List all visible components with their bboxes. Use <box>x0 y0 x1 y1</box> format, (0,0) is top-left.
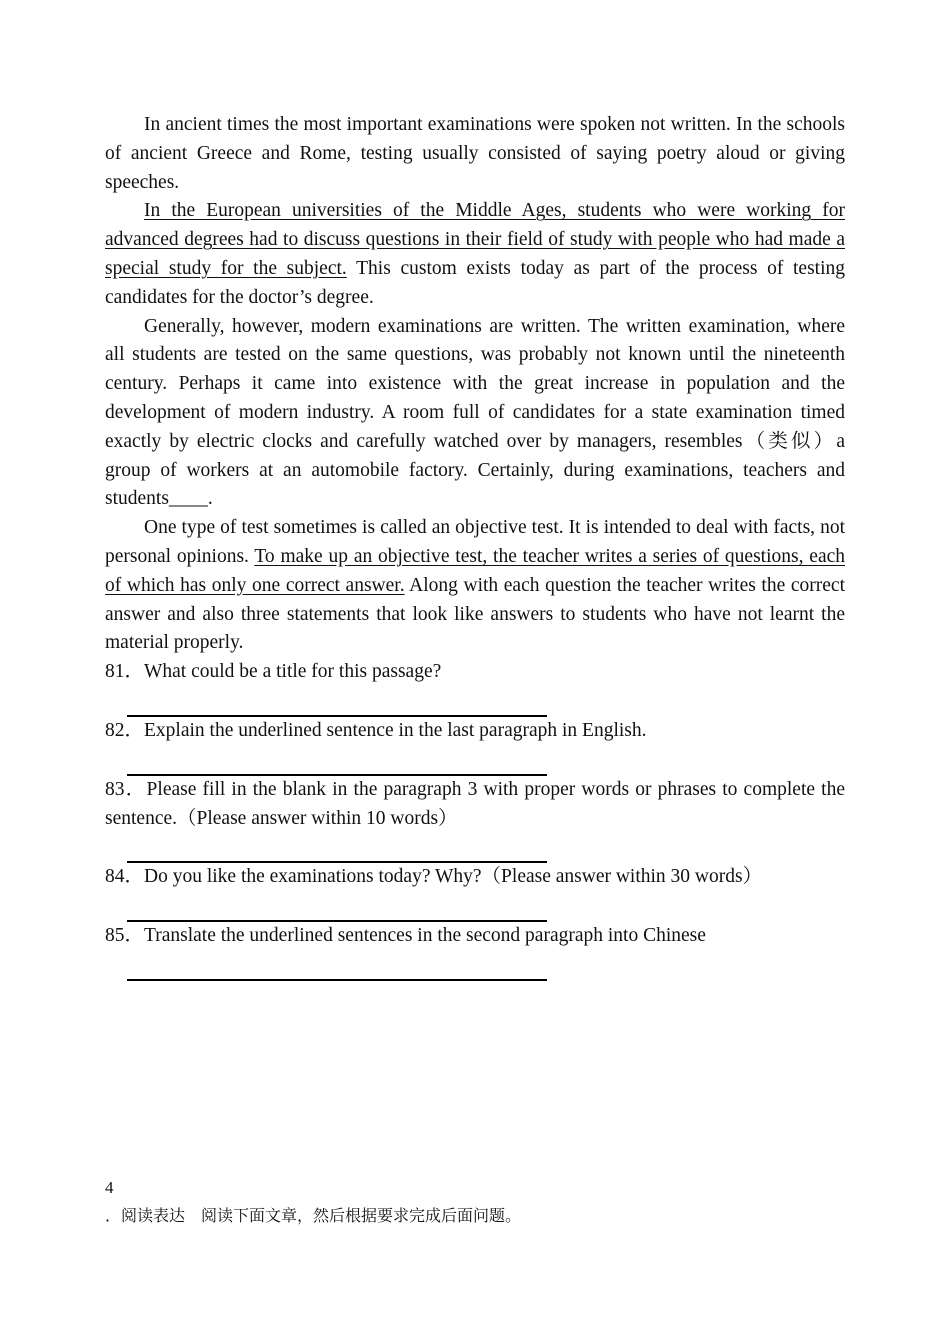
next-section-heading <box>105 1176 521 1228</box>
paragraph-4 <box>105 514 845 658</box>
reading-passage <box>105 111 845 981</box>
answer-line-82[interactable] <box>127 746 547 776</box>
paragraph-2 <box>105 197 845 312</box>
question-82 <box>105 717 845 776</box>
underlined-sentence-paragraph-4: To make up an objective test, the teacher writes a series of questions, each of which has only one correct answer. <box>105 545 845 596</box>
question-83 <box>105 776 845 864</box>
paragraph-1: In ancient times the most important examinations were spoken not written. In the schools of ancient Greece and Rome, testing usually consisted of saying poetry aloud or giving speeches. <box>105 114 845 193</box>
question-84-text: 84．Do you like the examinations today? Why?（Please answer within 30 words） <box>105 866 763 888</box>
question-82-text: 82．Explain the underlined sentence in the last paragraph in English. <box>105 719 647 741</box>
answer-line-84[interactable] <box>127 892 547 922</box>
question-81 <box>105 658 845 717</box>
underlined-sentence-paragraph-2: In the European universities of the Middle Ages, students who were working for advanced degrees had to discuss questions in their field of study with people who had made a special study for the subject. <box>105 200 845 279</box>
section-instruction: ．阅读表达 阅读下面文章，然后根据要求完成后面问题。 <box>105 1206 522 1225</box>
answer-line-81[interactable] <box>127 687 547 717</box>
answer-line-83[interactable] <box>127 833 547 863</box>
question-83-text: 83．Please fill in the blank in the paragraph 3 with proper words or phrases to complete the sentence.（Please answer within 10 words） <box>105 778 845 829</box>
answer-line-85[interactable] <box>127 951 547 981</box>
paragraph-2-rest: This custom exists today as part of the process of testing candidates for the doctor’s degree. <box>105 257 846 308</box>
question-81-text: 81．What could be a title for this passage? <box>105 661 442 683</box>
question-84 <box>105 863 845 922</box>
paragraph-3: Generally, however, modern examinations are written. The written examination, where all students are tested on the same questions, was probably not known until the nineteenth century. Perhaps it came into existence with the great increase in population and the development of modern industry. A room full of candidates for a state examination timed exactly by electric clocks and carefully watched over by managers, resembles（类似）a group of workers at an automobile factory. Certainly, during examinations, teachers and students____. <box>105 315 845 510</box>
paragraph-4-start: One type of test sometimes is called an objective test. It is intended to deal with facts, not personal opinions. <box>105 517 845 567</box>
question-85-text: 85．Translate the underlined sentences in the second paragraph into Chinese <box>105 925 706 947</box>
paragraph-4-end: Along with each question the teacher writes the correct answer and also three statements that look like answers to students who have not learnt the material properly. <box>105 574 845 654</box>
section-number: 4 <box>105 1178 114 1197</box>
question-85 <box>105 922 845 981</box>
